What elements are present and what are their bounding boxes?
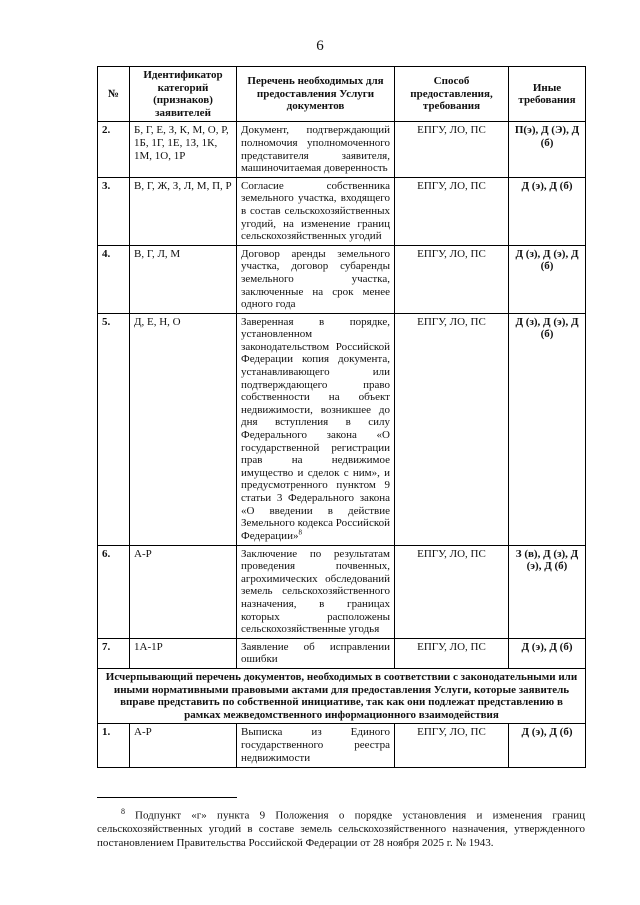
row-document: Согласие собственника земельного участка, входящего в состав сельскохозяйственных угодий, на изменение границ сельскохозяйственных угодий [237,177,395,245]
footnote-divider [97,797,237,798]
row-method: ЕПГУ, ЛО, ПС [395,245,509,313]
page-number: 6 [316,38,324,54]
row-num: 7. [98,638,130,668]
row-document-text: Заверенная в порядке, установленном законодательством Российской Федерации копия документа, устанавливающего или подтверждающего право собственности на объект недвижимости, возникшее до дня вступления в силу Федерального закона «О государственной регистрации прав на недвижимое имущество и сделок с ним», и предусмотренного пунктом 9 статьи 3 Федерального закона «О введении в действие Земельного кодекса Российской Федерации» [241,315,390,542]
footnote-text: Подпункт «г» пункта 9 Положения о порядке установления и изменения границ сельскохозяйственных угодий в составе земель сельскохозяйственного назначения, утвержденного постановлением Правительства Российской Федерации от 28 ноября 2025 г. № 1943. [97,809,585,849]
footnote-reference: 8 [298,528,302,537]
header-num: № [98,67,130,122]
row-method: ЕПГУ, ЛО, ПС [395,545,509,638]
row-document: Заявление об исправлении ошибки [237,638,395,668]
row-num: 4. [98,245,130,313]
row-method: ЕПГУ, ЛО, ПС [395,313,509,545]
row-document [237,313,395,545]
row-other: З (в), Д (з), Д (э), Д (б) [509,545,586,638]
footnote-mark: 8 [121,807,125,816]
row-identifiers: А-Р [130,545,237,638]
section-header: Исчерпывающий перечень документов, необходимых в соответствии с законодательными или иными нормативными правовыми актами для предоставления Услуги, которые заявитель вправе представить по собственной инициативе, так как они подлежат представлению в рамках межведомственного информационного взаимодействия [98,669,586,724]
table-row [98,177,586,245]
table-row [98,245,586,313]
table-row [98,313,586,545]
row-method: ЕПГУ, ЛО, ПС [395,638,509,668]
row-num: 3. [98,177,130,245]
row-other: П(э), Д (Э), Д (б) [509,122,586,177]
row-identifiers: Д, Е, Н, О [130,313,237,545]
table-row [98,545,586,638]
row-document: Заключение по результатам проведения почвенных, агрохимических обследований земель сельскохозяйственного назначения, в границах которых расположены сельскохозяйственные угодья [237,545,395,638]
row-num: 6. [98,545,130,638]
row-other: Д (э), Д (б) [509,177,586,245]
row-method: ЕПГУ, ЛО, ПС [395,724,509,768]
table-row [98,638,586,668]
row-identifiers: Б, Г, Е, З, К, М, О, Р, 1Б, 1Г, 1Е, 1З, 1К, 1М, 1О, 1Р [130,122,237,177]
row-document: Документ, подтверждающий полномочия уполномоченного представителя заявителя, машиночитаемая доверенность [237,122,395,177]
table-row [98,724,586,768]
header-other: Иные требования [509,67,586,122]
row-document: Договор аренды земельного участка, договор субаренды земельного участка, заключенные на срок менее одного года [237,245,395,313]
table-header-row [98,67,586,122]
row-other: Д (з), Д (э), Д (б) [509,245,586,313]
row-other: Д (э), Д (б) [509,724,586,768]
row-num: 2. [98,122,130,177]
row-num: 5. [98,313,130,545]
row-identifiers: 1А-1Р [130,638,237,668]
row-other: Д (з), Д (э), Д (б) [509,313,586,545]
row-method: ЕПГУ, ЛО, ПС [395,177,509,245]
header-identifier: Идентификатор категорий (признаков) заявителей [130,67,237,122]
row-other: Д (э), Д (б) [509,638,586,668]
table-row [98,122,586,177]
row-identifiers: А-Р [130,724,237,768]
documents-table [97,66,586,768]
row-identifiers: В, Г, Ж, З, Л, М, П, Р [130,177,237,245]
header-documents: Перечень необходимых для предоставления Услуги документов [237,67,395,122]
footnote [97,805,585,850]
section-header-row [98,669,586,724]
row-document: Выписка из Единого государственного реестра недвижимости [237,724,395,768]
row-num: 1. [98,724,130,768]
header-method: Способ предоставления, требования [395,67,509,122]
row-identifiers: В, Г, Л, М [130,245,237,313]
row-method: ЕПГУ, ЛО, ПС [395,122,509,177]
